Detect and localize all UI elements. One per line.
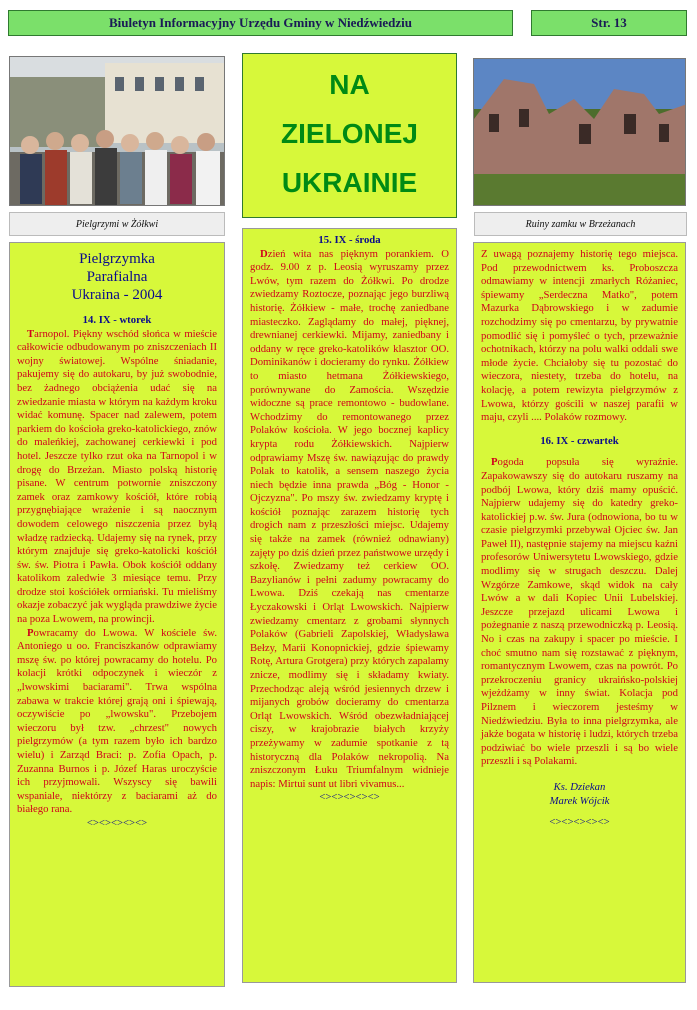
paragraph-text: zień wita nas pięknym porankiem. O godz. 9.00 z p. Leosią wyruszamy przez Lwów, tym razem do Żółkwi. Po drodze zwiedzamy Roztocze, poznając jego burzliwą historię. Żółkiew - małe, trochę zaniedbane miasteczko. Zaglądamy do małej, pięknej, drewnianej cerkiewki. Mijamy, zaniedbany i oddany w ręce greko-katolików klasztor OO. Dominikanów i docieramy do rynku. Żółkiew to miasto hetmana Żółkiewskiego, porównywane do Zamościa. Wszędzie widoczne są prace remontowo - budowlane. Wchodzimy do remontowanego przez Polaków kościoła. W jego bocznej kaplicy krypta rodu Żółkiewskich. Najpierw odprawiamy Mszę św. nawiązując do prawdy Polak to katolik, a sensem naszego życia niech będzie inna prawda „Bóg - Honor - Ojczyzna". Po mszy św. zwiedzamy kryptę i kościół poznając zarazem historię tych drogich nam z przeszłości miejsc. Udajemy się także na zamek (również odnawiany) zajęty po dziś dzień przez państwowe urzędy i szkołę. Zwiedzamy też cerkiew OO. Bazylianów i pełni zadumy powracamy do Lwowa. Dziś czekają nas cmentarze Łyczakowski i Orląt Lwowskich. Najpierw zwiedzamy cmentarz z grobami słynnych Polaków (Gabrieli Zapolskiej, Władysława Bełzy, Marii Konopnickiej, gdzie śpiewamy Rotę, Artura Grotgera) przy których zapalamy znicze, modlimy się i składamy kwiaty. Przechodząc aleją wśród jesiennych drzew i mijanych grobów docieramy do cmentarza Orląt Lwowskich. Wśród obezwładniającej ciszy, w krajobrazie białych krzyży przeżywamy w zadumie spotkanie z tą historyczną dla Polaków nekropolią. Na zniszczonym Łuku Triumfalnym widnieje napis: Mirtui sunt ut libri vivamus... [250,247,449,790]
bulletin-header [8,10,513,36]
author-title: Ks. Dziekan [553,780,606,793]
paragraph-text: arnopol. Piękny wschód słońca w mieście całkowicie odbudowanym po zniszczeniach II wojny światowej. Wspólne śniadanie, pakujemy się do autokaru, by już swobodnie, bez żadnego obciążenia udać się na zwiedzanie miasta w którym na każdym kroku widać komunę. Spacer nad zalewem, potem parkiem do kościoła greko-katolickiego, znów do maleńkiej, zachowanej cerkiewki i pod hotel. Jeszcze tylko rzut oka na Tarnopol i w drogę do Brzeżan. Miasto polską historię pisane. W centrum potwornie zniszczony zamek oraz zamkowy kościół, które robią przygnębiające wrażenie i są naocznym dowodem celowego niszczenia przez byłą władzę radziecką. Udajemy się na rynek, przy którym znajduje się greko-katolicki kościół św. św. Piotra i Pawła. Obok kościół oddany katolikom zaledwie 3 miesiące temu. Przy drodze stoi kościółek ormiański. Tu mieliśmy okazje zobaczyć jak wygląda prawdziwe życie na poza Lwowem, na prowincji. [17,327,217,626]
heading-line-1: Pielgrzymka [79,251,155,267]
paragraph [17,328,217,627]
title-line-3: UKRAINIE [281,167,418,198]
heading-line-3: Ukraina - 2004 [71,287,163,303]
article-title [242,53,457,218]
title-line-2: ZIELONEJ [281,118,418,149]
column-3 [473,242,686,983]
paragraph: Z uwagą poznajemy historię tego miejsca. Pod przewodnictwem ks. Proboszcza odmawiamy w intencji zmarłych Różaniec, śpiewamy „Serdeczna Matko", potem Mazurka Dąbrowskiego i w zadumie rozchodzimy się po cmentarzu, by prywatnie pomodlić się i pomyśleć o tych, przeważnie ochotnikach, którzy na polu walki oddali swe młode życie. Chciałoby się tu pozostać do wieczora, niestety, trzeba do hotelu, na kolację, a potem rewizyta pielgrzymów z Lwowa, którzy gościli w naszej parafii w maju, czyli .... Polaków rozmowy. [481,248,678,424]
castle-ruins-photo [473,58,686,206]
section-thursday: 16. IX - czwartek [540,434,619,447]
paragraph-text: owracamy do Lwowa. W kościele św. Antoniego u oo. Franciszkanów odprawiamy mszę św. po której powracamy do hotelu. Po kolacji krótki odpoczynek i wieczór z „lwowskimi baciarami". Trwa wspólna zabawa w trakcie której grają oni i śpiewają, oczywiście po „lwowsku". Przebojem wieczoru był tzw. „chrzest" nowych pielgrzymów (a tym razem było ich bardzo wielu) i Zarząd Braci: p. Zofia Opach, p. Zuzanna Burnos i p. Józef Haras uroczyście ich przyjmowali. Wszyscy się bawili wspaniale, niektórzy z baciarami aż do białego rana. [17,626,217,816]
page-number-box [531,10,687,36]
drop-letter: D [260,247,268,260]
section-tuesday: 14. IX - wtorek [82,314,152,326]
paragraph-text: ogoda popsuła się wyraźnie. Zapakowawszy się do autokaru ruszamy na podbój Lwowa, który dziś mamy opuścić. Najpierw udajemy się do katedry greko-katolickiej p.w. św. Jura (odnowiona, bo tu w czasie pielgrzymki przebywał Ojciec św. Jan Paweł II), następnie stajemy na miejscu kaźni profesorów Uniwersytetu Lwowskiego, gdzie modlimy się w strugach deszczu. Dalej Wzgórze Zamkowe, skąd widok na cały Lwów a w dali Kopiec Unii Lubelskiej. Jeszcze przejazd ulicami Lwowa i pożegnanie z naszą przewodniczką p. Leosią. No i czas na zakupy i spacer po mieście. I choć smutno nam się rozstawać z pięknym, romantycznym Lwowem, czas na powrót. Po przekroczeniu granicy ukraińsko-polskiej wjeżdżamy w inny świat. Kolacja pod Pilznem i wieczorem jesteśmy w Niedźwiedziu. Była to inna pielgrzymka, ale jakże bogata w historię i ludzi, których trzeba podziwiać bo wiele przeszli i są bo wiele przeszli i są Polakami. [481,456,678,768]
left-caption-text: Pielgrzymi w Żółkwi [75,218,159,230]
paragraph [17,627,217,817]
trip-heading [17,250,217,304]
separator: <><><><><> [86,816,148,829]
column-1 [9,242,225,987]
bulletin-title: Biuletyn Informacyjny Urzędu Gminy w Niedźwiedziu [109,15,412,30]
heading-line-2: Parafialna [86,269,148,285]
separator: <><><><><> [319,791,380,804]
paragraph [250,248,449,792]
left-photo-caption [9,212,225,236]
drop-letter: P [27,626,34,639]
drop-letter: P [491,456,498,469]
paragraph [481,456,678,769]
title-line-1: NA [329,69,370,100]
separator: <><><><><> [549,816,610,829]
author-name: Marek Wójcik [549,794,610,807]
column-2 [242,228,457,983]
right-caption-text: Ruiny zamku w Brzeżanach [525,218,636,230]
right-photo-caption [474,212,687,236]
pilgrims-photo [9,56,225,206]
drop-letter: T [27,327,35,340]
page-number: Str. 13 [591,15,627,30]
section-wednesday: 15. IX - środa [318,234,381,246]
